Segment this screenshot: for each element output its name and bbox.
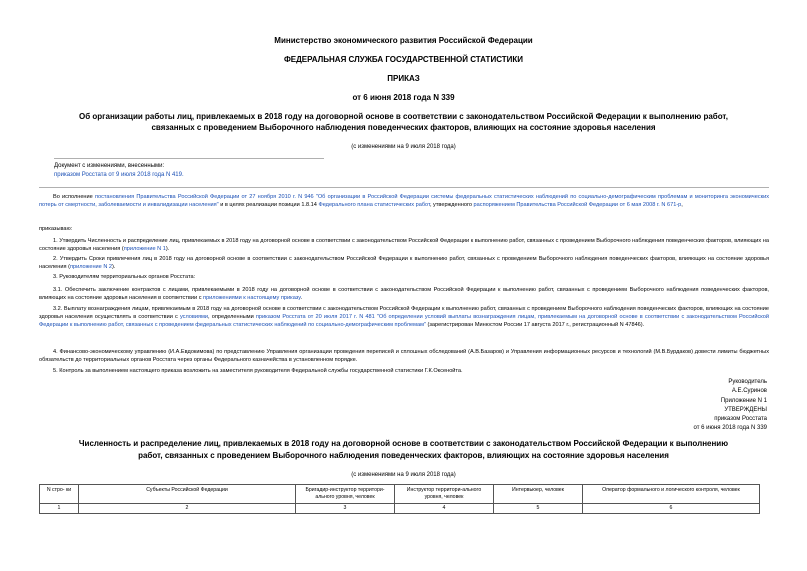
ministry-name: Министерство экономического развития Российской Федерации [274, 36, 533, 45]
link-postanovlenie-946[interactable]: постановления Правительства Российской Федерации от 27 ноября 2010 г. N 946 "Об организации в Российской Федерации системы федеральных статистических наблюдений по социально-демографическим проблемам и мониторинга экономических потерь от смертности, заболеваемости и инвалидизации населения" [39, 194, 769, 208]
link-conditions[interactable]: условиями [179, 314, 209, 320]
paragraph-preamble: Во исполнение постановления Правительства Российской Федерации от 27 ноября 2010 г. N 946 "Об организации в Российской Федерации системы федеральных статистических наблюдений по социально-демографическим проблемам и мониторинга экономических потерь от смертности, заболеваемости и инвалидизации населения" и в целях реализации позиции 1.8.14 Федерального плана статистических работ, утвержденного распоряжением Правительства Российской Федерации от 6 мая 2008 г. N 671-р, [39, 194, 769, 208]
approved-by: приказом Росстата [714, 416, 767, 423]
paragraph-item-2: 2. Утвердить Сроки привлечения лиц в 2018 году на договорной основе в соответствии с законодательством Российской Федерации к выполнению работ, связанных с проведением Выборочного наблюдения поведенческих факторов, влияющих на состояние здоровья населения (приложение N 2). [39, 256, 769, 270]
order-title-line2: связанных с проведением Выборочного наблюдения поведенческих факторов, влияющих на состояние здоровья населения [151, 123, 656, 132]
table-header-cell: Оператор формального и логического контроля, человек [583, 485, 760, 504]
link-appendices[interactable]: приложениями к настоящему приказу [203, 295, 301, 301]
amendment-note: (с изменениями на 9 июля 2018 года) [351, 144, 456, 150]
table-cell: 4 [395, 504, 494, 514]
divider [39, 187, 769, 188]
signer-role: Руководитель [728, 379, 767, 385]
order-date-number: от 6 июня 2018 года N 339 [352, 93, 455, 102]
appendix-title-line1: Численность и распределение лиц, привлекаемых в 2018 году на договорной основе в соответствии с законодательством Российской Федерации к выполнению [78, 439, 729, 448]
appendix-title-line2: работ, связанных с проведением Выборочного наблюдения поведенческих факторов, влияющих на состояние здоровья населения [138, 451, 669, 460]
approved-label: УТВЕРЖДЕНЫ [724, 406, 767, 413]
appendix-label: Приложение N 1 [720, 397, 767, 404]
paragraph-order: приказываю: [39, 226, 73, 232]
table-header-cell: N стро- ки [40, 485, 79, 504]
distribution-table [39, 484, 760, 514]
paragraph-item-4: 4. Финансово-экономическому управлению (И.А.Евдокимова) по представлению Управления организации проведения переписей и сплошных обследований (А.В.Базаров) и Управления информационных ресурсов и технологий (М.В.Бурдаков) довести лимиты бюджетных обязательств до территориальных органов Росстата через органы Федерального казначейства в установленном порядке. [39, 349, 769, 363]
service-name: ФЕДЕРАЛЬНАЯ СЛУЖБА ГОСУДАРСТВЕННОЙ СТАТИСТИКИ [283, 55, 524, 64]
divider [54, 158, 324, 159]
signer-name: А.Е.Суринов [731, 388, 767, 395]
link-rasporyazhenie-671[interactable]: распоряжением Правительства Российской Федерации от 6 мая 2008 г. N 671-р [473, 202, 682, 208]
table-header-cell: Бригадир-инструктор территори-ального уровня, человек [296, 485, 395, 504]
link-prikaz-481[interactable]: приказом Росстата от 20 июля 2017 г. N 481 "Об определении условий выплаты вознаграждения лицам, привлекаемым на договорной основе в соответствии с законодательством Российской Федерации к выполнению работ, связанных с проведением федеральных статистических наблюдений по социально-демографическим проблемам" [39, 314, 769, 328]
link-federal-plan[interactable]: Федерального плана статистических работ [318, 202, 430, 208]
signature-block [547, 378, 767, 434]
paragraph-item-3-2: 3.2. Выплату вознаграждения лицам, привлекаемым в 2018 году на договорной основе в соответствии с законодательством Российской Федерации к выполнению работ, связанных с проведением Выборочного наблюдения поведенческих факторов, влияющих на состояние здоровья населения осуществлять в соответствии с условиями, определенными приказом Росстата от 20 июля 2017 г. N 481 "Об определении условий выплаты вознаграждения лицам, привлекаемым на договорной основе в соответствии с законодательством Российской Федерации к выполнению работ, связанных с проведением федеральных статистических наблюдений по социально-демографическим проблемам" (зарегистрирован Минюстом России 17 августа 2017 г., регистрационный N 47846). [39, 306, 769, 328]
table-cell: 6 [583, 504, 760, 514]
table-cell: 1 [40, 504, 79, 514]
paragraph-item-3: 3. Руководителям территориальных органов Росстата: [53, 274, 196, 280]
table-row [40, 504, 760, 514]
order-title-line1: Об организации работы лиц, привлекаемых в 2018 году на договорной основе в соответствии с законодательством Российской Федерации к выполнению работ, [79, 112, 728, 121]
table-cell: 3 [296, 504, 395, 514]
table-header-cell: Интервьюер, человек [494, 485, 583, 504]
paragraph-item-1: 1. Утвердить Численность и распределение лиц, привлекаемых в 2018 году на договорной основе в соответствии с законодательством Российской Федерации к выполнению работ, связанных с проведением Выборочного наблюдения поведенческих факторов, влияющих на состояние здоровья населения (приложение N 1). [39, 238, 769, 252]
changes-note-label: Документ с изменениями, внесенными: [54, 163, 165, 169]
appendix-amendment: (с изменениями на 9 июля 2018 года) [351, 472, 456, 478]
table-header-row [40, 485, 760, 504]
link-appendix-1[interactable]: приложение N 1 [123, 246, 166, 252]
table-cell: 5 [494, 504, 583, 514]
link-appendix-2[interactable]: приложение N 2 [69, 264, 113, 270]
table-cell: 2 [79, 504, 296, 514]
table-header-cell: Инструктор территори-ального уровня, человек [395, 485, 494, 504]
table-header-cell: Субъекты Российской Федерации [79, 485, 296, 504]
changes-note-link[interactable]: приказом Росстата от 9 июля 2018 года N 419. [54, 172, 184, 178]
approved-date: от 6 июня 2018 года N 339 [693, 425, 767, 432]
paragraph-item-5: 5. Контроль за выполнением настоящего приказа возложить на заместителя руководителя Федеральной службы государственной статистики Г.К.Оксенойта. [53, 368, 463, 374]
document-type: ПРИКАЗ [387, 74, 420, 83]
paragraph-item-3-1: 3.1. Обеспечить заключение контрактов с лицами, привлекаемыми в 2018 году на договорной основе в соответствии с законодательством Российской Федерации к выполнению работ, связанных с проведением Выборочного наблюдения поведенческих факторов, влияющих на состояние здоровья населения в соответствии с приложениями к настоящему приказу. [39, 287, 769, 301]
